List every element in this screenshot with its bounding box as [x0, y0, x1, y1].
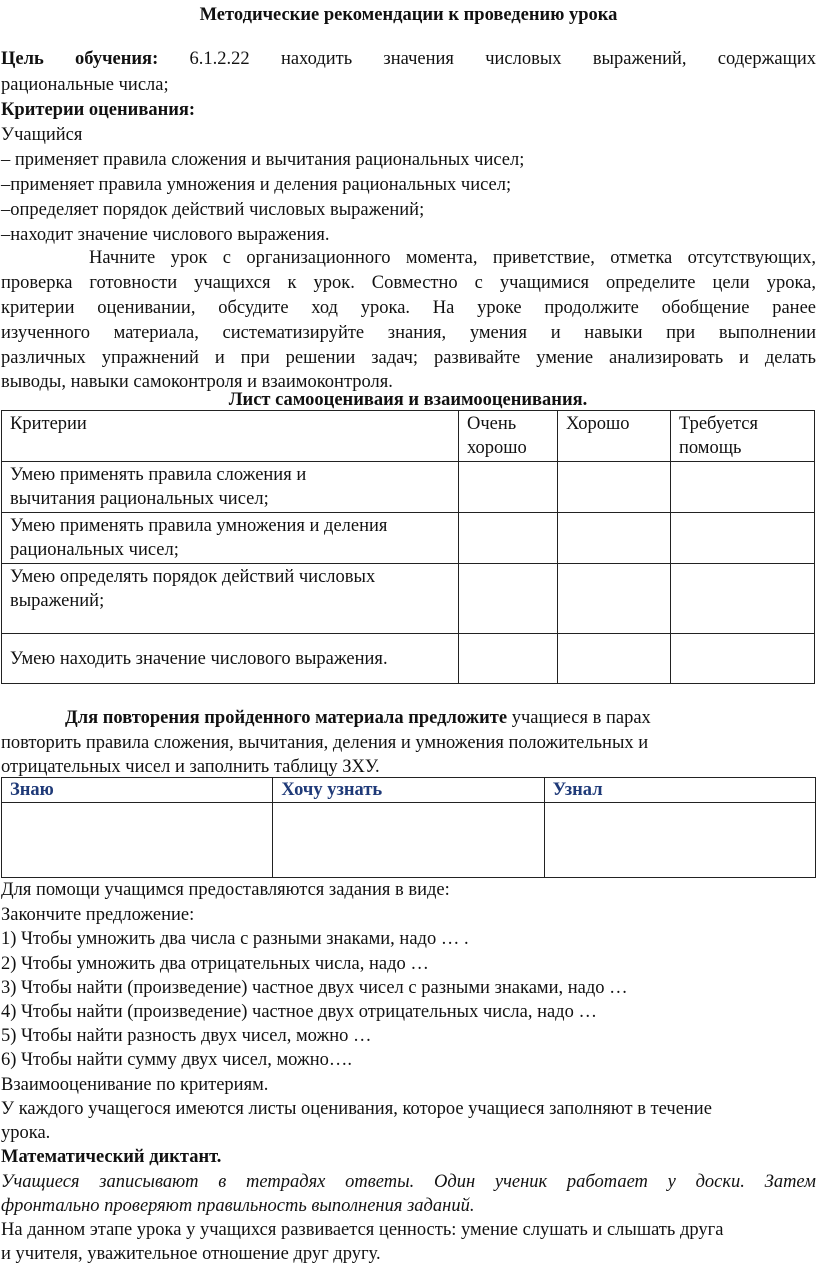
rating-cell[interactable] [558, 462, 671, 513]
self-assessment-heading: Лист самооцениваия и взаимооценивания. [228, 390, 588, 410]
column-header-very-good: Очень хорошо [459, 411, 558, 462]
dictation-heading: Математический диктант. [1, 1147, 222, 1167]
rating-cell[interactable] [558, 513, 671, 564]
criterion-cell: Умею находить значение числового выражения. [2, 634, 459, 684]
rating-cell[interactable] [671, 634, 815, 684]
zhu-cell[interactable] [273, 803, 544, 878]
table-row [2, 462, 815, 513]
intro-paragraph-line: выводы, навыки самоконтроля и взаимоконтроля. [1, 372, 393, 392]
zhu-header-row [2, 778, 816, 803]
criteria-item: –применяет правила умножения и деления рациональных чисел; [1, 175, 512, 195]
zhu-body-row [2, 803, 816, 878]
rating-cell[interactable] [459, 513, 558, 564]
criterion-cell: Умею применять правила умножения и деления рациональных чисел; [2, 513, 459, 564]
intro-paragraph-line: критерии оценивании, обсудите ход урока. На уроке продолжите обобщение ранее [1, 298, 816, 318]
table-row [2, 564, 815, 634]
criteria-item: –определяет порядок действий числовых выражений; [1, 200, 425, 220]
criterion-cell: Умею определять порядок действий числовых выражений; [2, 564, 459, 634]
rating-cell[interactable] [671, 513, 815, 564]
task-item: 4) Чтобы найти (произведение) частное двух отрицательных числа, надо … [1, 1002, 597, 1022]
criteria-item: –находит значение числового выражения. [1, 225, 330, 245]
rating-cell[interactable] [671, 462, 815, 513]
repeat-bold-lead: Для повторения пройденного материала предложите [65, 708, 508, 728]
repeat-line-3: отрицательных чисел и заполнить таблицу ЗХУ. [1, 757, 380, 777]
document-title: Методические рекомендации к проведению урока [199, 5, 618, 25]
repeat-rest: учащиеся в парах [507, 708, 651, 728]
dictation-italic-line-1: Учащиеся записывают в тетрадях ответы. Один ученик работает у доски. Затем [1, 1172, 816, 1192]
rating-cell[interactable] [459, 462, 558, 513]
task-item: 5) Чтобы найти разность двух чисел, можно … [1, 1026, 372, 1046]
zhu-header-know: Знаю [2, 778, 273, 803]
criteria-subject: Учащийся [1, 125, 83, 145]
zhu-header-learned: Узнал [544, 778, 815, 803]
goal-line-1 [1, 47, 816, 71]
zhu-header-want-to-know: Хочу узнать [273, 778, 544, 803]
rating-cell[interactable] [671, 564, 815, 634]
column-header-good: Хорошо [558, 411, 671, 462]
intro-paragraph-line: проверка готовности учащихся к урок. Совместно с учащимися определите цели урока, [1, 273, 816, 293]
intro-paragraph-line: различных упражнений и при решении задач; развивайте умение анализировать и делать [1, 348, 816, 368]
goal-line-2: рациональные числа; [1, 75, 169, 95]
goal-text: 6.1.2.22 находить значения числовых выражений, содержащих [189, 49, 816, 69]
value-line-1: На данном этапе урока у учащихся развивается ценность: умение слушать и слышать друга [1, 1220, 724, 1240]
table-header-row [2, 411, 815, 462]
repeat-line-1 [65, 706, 816, 730]
self-assessment-table [1, 410, 815, 684]
rating-cell[interactable] [558, 564, 671, 634]
task-item: 1) Чтобы умножить два числа с разными знаками, надо … . [1, 929, 469, 949]
value-line-2: и учителя, уважительное отношение друг другу. [1, 1244, 381, 1264]
tasks-prompt: Закончите предложение: [1, 905, 195, 925]
task-item: 6) Чтобы найти сумму двух чисел, можно…. [1, 1050, 353, 1070]
column-header-criteria: Критерии [2, 411, 459, 462]
zhu-table [1, 777, 816, 878]
column-header-help-needed: Требуется помощь [671, 411, 815, 462]
repeat-line-2: повторить правила сложения, вычитания, деления и умножения положительных и [1, 733, 649, 753]
task-item: 3) Чтобы найти (произведение) частное двух чисел с разными знаками, надо … [1, 978, 628, 998]
rating-cell[interactable] [459, 564, 558, 634]
criteria-item: – применяет правила сложения и вычитания рациональных чисел; [1, 150, 525, 170]
table-row [2, 513, 815, 564]
rating-cell[interactable] [459, 634, 558, 684]
criteria-heading: Критерии оценивания: [1, 100, 196, 120]
peer-assessment-line: Взаимооценивание по критериям. [1, 1075, 269, 1095]
rating-cell[interactable] [558, 634, 671, 684]
criterion-cell: Умею применять правила сложения и вычитания рациональных чисел; [2, 462, 459, 513]
goal-label: Цель обучения: [1, 49, 159, 69]
table-row [2, 634, 815, 684]
intro-paragraph-line: Начните урок с организационного момента, приветствие, отметка отсутствующих, [89, 248, 816, 268]
task-item: 2) Чтобы умножить два отрицательных числа, надо … [1, 954, 429, 974]
zhu-cell[interactable] [544, 803, 815, 878]
zhu-cell[interactable] [2, 803, 273, 878]
sheets-line-1: У каждого учащегося имеются листы оценивания, которое учащиеся заполняют в течение [1, 1099, 712, 1119]
intro-paragraph-line: изученного материала, систематизируйте знания, умения и навыки при выполнении [1, 323, 816, 343]
dictation-italic-line-2: фронтально проверяют правильность выполнения заданий. [1, 1196, 475, 1216]
tasks-intro: Для помощи учащимся предоставляются задания в виде: [1, 880, 450, 900]
sheets-line-2: урока. [1, 1123, 51, 1143]
